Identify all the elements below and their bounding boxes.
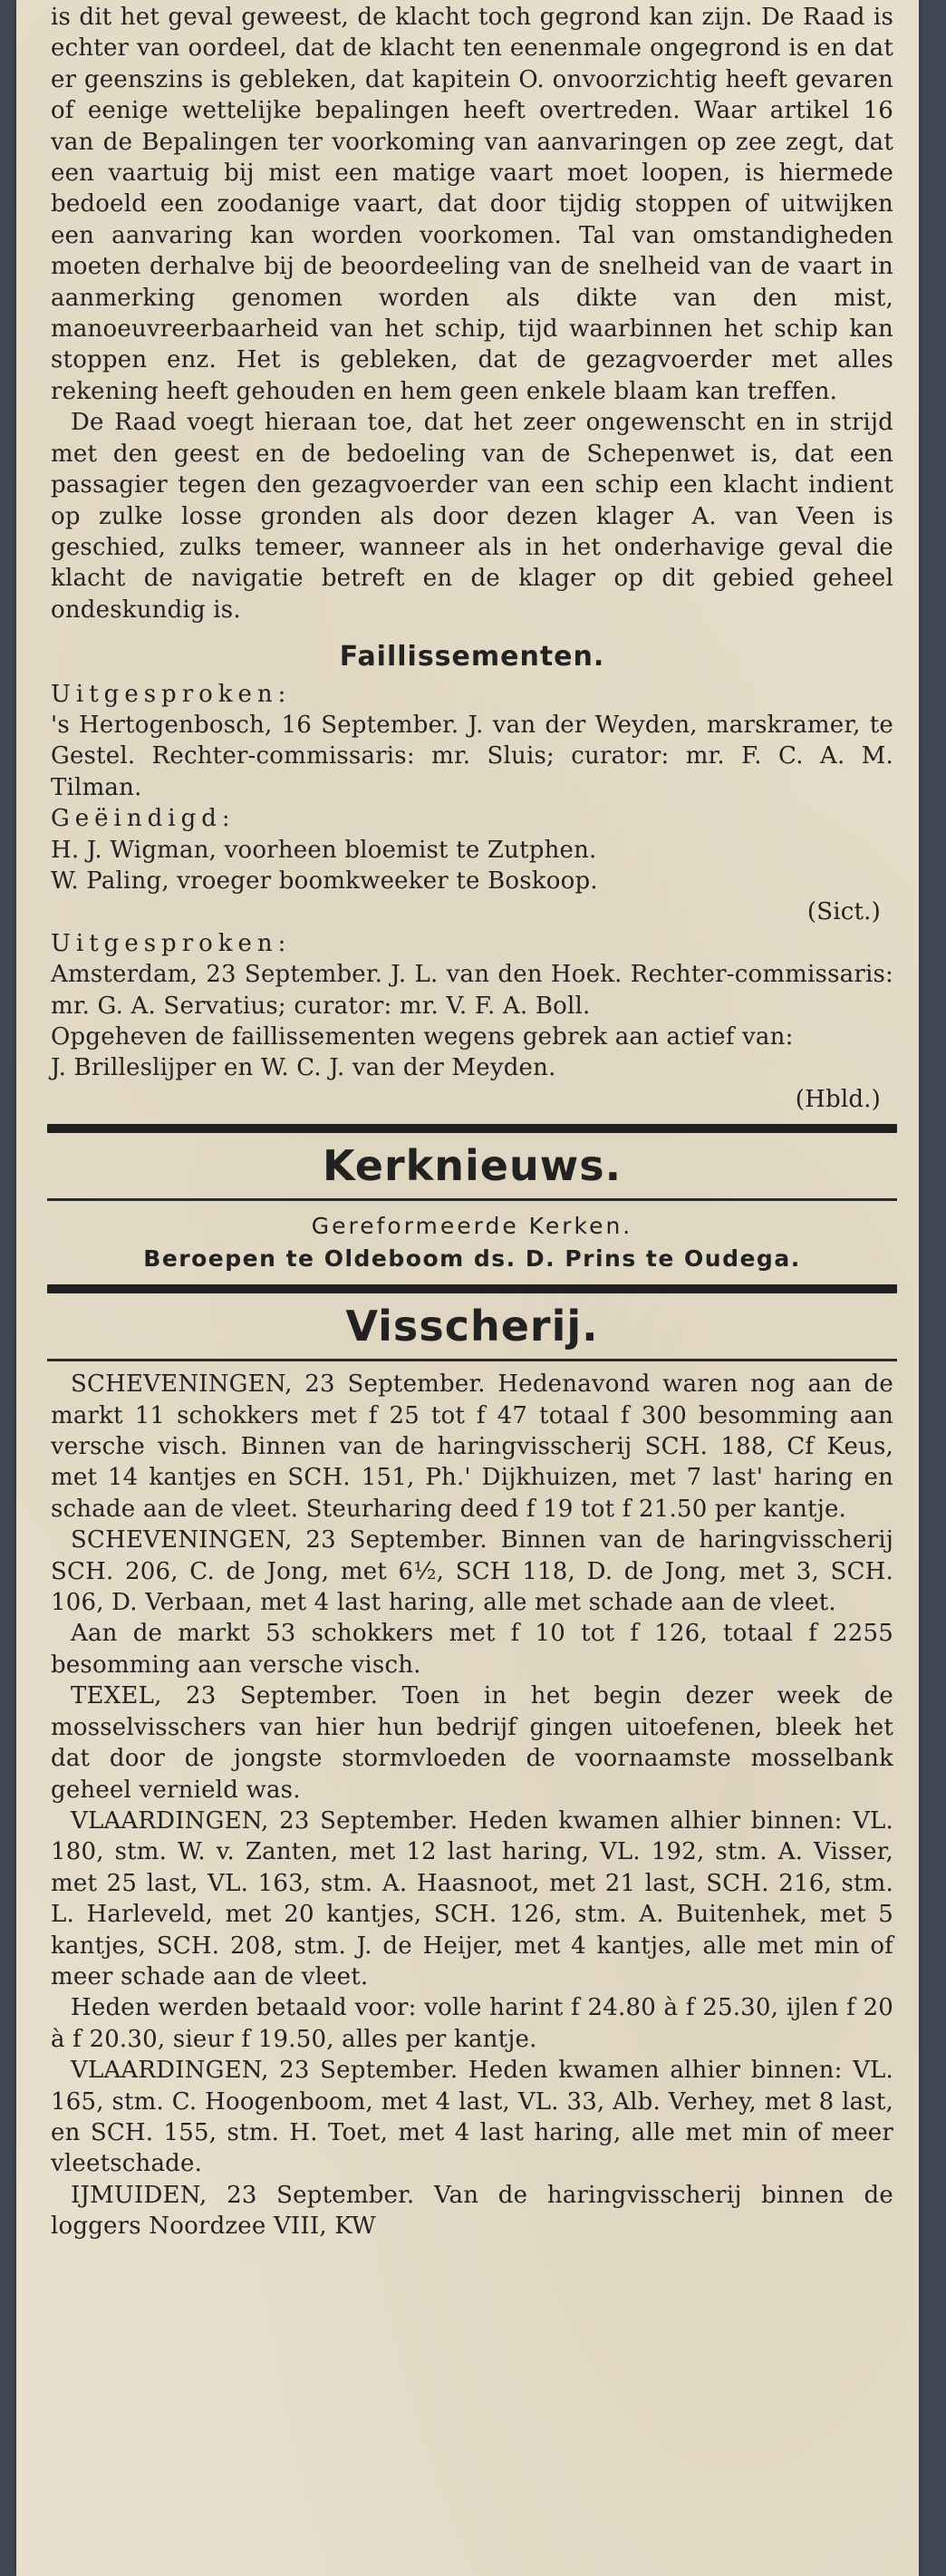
article-column — [51, 0, 893, 2242]
source-attribution: (Hbld.) — [795, 1085, 881, 1113]
fishery-report: VLAARDINGEN, 23 September. Heden kwamen alhier binnen: VL. 165, stm. C. Hoogenboom, met 4 last, VL. 33, Alb. Verhey, met 8 last, en SCH. 155, stm. H. Toet, met 4 last haring, alle met min of meer vleetschade. — [51, 2057, 893, 2178]
section-divider — [47, 1124, 897, 1133]
article-paragraph: is dit het geval geweest, de klacht toch gegrond kan zijn. De Raad is echter van oordeel, dat de klacht ten eenenmale ongegrond is en dat er geenszins is gebleken, dat kapitein O. onvoorzichtig heeft gevaren of eenige wettelijke bepalingen heeft overtreden. Waar artikel 16 van de Bepalingen ter voorkoming van aanvaringen op zee zegt, dat een vaartuig bij mist een matige vaart moet loopen, is hiermede bedoeld een zoodanige vaart, dat door tijdig stoppen of uitwijken een aanvaring kan worden voorkomen. Tal van omstandigheden moeten derhalve bij de beoordeeling van de snelheid van de vaart in aanmerking genomen worden als dikte van den mist, manoeuvreerbaarheid van het schip, tijd waarbinnen het schip kan stoppen enz. Het is gebleken, dat de gezagvoerder met alles rekening heeft gehouden en hem geen enkele blaam kan treffen. — [51, 4, 893, 405]
visscherij-heading: Visscherij. — [345, 1302, 599, 1351]
fishery-report: TEXEL, 23 September. Toen in het begin dezer week de mosselvisschers van hier hun bedrijf gingen uitoefenen, bleek het dat door de jongste stormvloeden de voornaamste mosselbank geheel vernield was. — [51, 1682, 893, 1804]
bankruptcy-entry: Opgeheven de faillissementen wegens gebrek aan actief van: — [51, 1023, 794, 1051]
fishery-report: SCHEVENINGEN, 23 September. Hedenavond waren nog aan de markt 11 schokkers met f 25 tot f 47 totaal f 300 besomming aan versche visch. Binnen van de haringvisscherij SCH. 188, Cf Keus, met 14 kantjes en SCH. 151, Ph.' Dijkhuizen, met 7 last' haring en schade aan de vleet. Steurharing deed f 19 tot f 21.50 per kantje. — [51, 1370, 893, 1523]
section-divider — [47, 1284, 897, 1293]
section-subheading: Uitgesproken: — [51, 680, 292, 708]
article-paragraph: De Raad voegt hieraan toe, dat het zeer ongewenscht en in strijd met den geest en de bedoeling van de Schepenwet is, dat een passagier tegen den gezagvoerder van een schip een klacht indient op zulke losse gronden als door dezen klager A. van Veen is geschied, zulks temeer, wanneer als in het onderhavige geval die klacht de navigatie betreft en de klager op dit gebied geheel ondeskundig is. — [51, 409, 893, 624]
faillissementen-heading: Faillissementen. — [339, 641, 605, 673]
kerknieuws-heading: Kerknieuws. — [322, 1141, 623, 1191]
bankruptcy-entry: H. J. Wigman, voorheen bloemist te Zutphen. — [51, 836, 597, 864]
fishery-report: SCHEVENINGEN, 23 September. Binnen van de haringvisscherij SCH. 206, C. de Jong, met 6½, SCH 118, D. de Jong, met 3, SCH. 106, D. Verbaan, met 4 last haring, alle met schade aan de vleet. — [51, 1526, 893, 1617]
church-subheading: Gereformeerde Kerken. — [311, 1213, 633, 1240]
bankruptcy-entry: W. Paling, vroeger boomkweeker te Boskoop. — [51, 867, 598, 895]
source-attribution: (Sict.) — [806, 898, 881, 926]
fishery-report: IJMUIDEN, 23 September. Van de haringvisscherij binnen de loggers Noordzee VIII, KW — [51, 2181, 893, 2241]
fishery-report: Heden werden betaald voor: volle harint f 24.80 à f 25.30, ijlen f 20 à f 20.30, sieur f 19.50, alles per kantje. — [51, 1994, 893, 2053]
fishery-report: Aan de markt 53 schokkers met f 10 tot f 126, totaal f 2255 besomming aan versche visch. — [51, 1620, 893, 1679]
section-subheading: Geëindigd: — [51, 805, 236, 833]
newspaper-clipping — [16, 0, 919, 2576]
bankruptcy-entry: 's Hertogenbosch, 16 September. J. van der Weyden, marskramer, te Gestel. Rechter-commissaris: mr. Sluis; curator: mr. F. C. A. M. Tilman. — [51, 711, 893, 801]
section-subheading: Uitgesproken: — [51, 929, 292, 957]
church-news-line: Beroepen te Oldeboom ds. D. Prins te Oudega. — [143, 1245, 801, 1273]
bankruptcy-entry: Amsterdam, 23 September. J. L. van den Hoek. Rechter-commissaris: mr. G. A. Servatius; curator: mr. V. F. A. Boll. — [51, 961, 893, 1020]
fishery-report: VLAARDINGEN, 23 September. Heden kwamen alhier binnen: VL. 180, stm. W. v. Zanten, met 12 last haring, VL. 192, stm. A. Visser, met 25 last, VL. 163, stm. A. Haasnoot, met 21 last, SCH. 216, stm. L. Harleveld, met 20 kantjes, SCH. 126, stm. A. Buitenhek, met 5 kantjes, SCH. 208, stm. J. de Heijer, met 4 kantjes, alle met min of meer schade aan de vleet. — [51, 1806, 893, 1990]
bankruptcy-entry: J. Brilleslijper en W. C. J. van der Meyden. — [51, 1054, 556, 1082]
